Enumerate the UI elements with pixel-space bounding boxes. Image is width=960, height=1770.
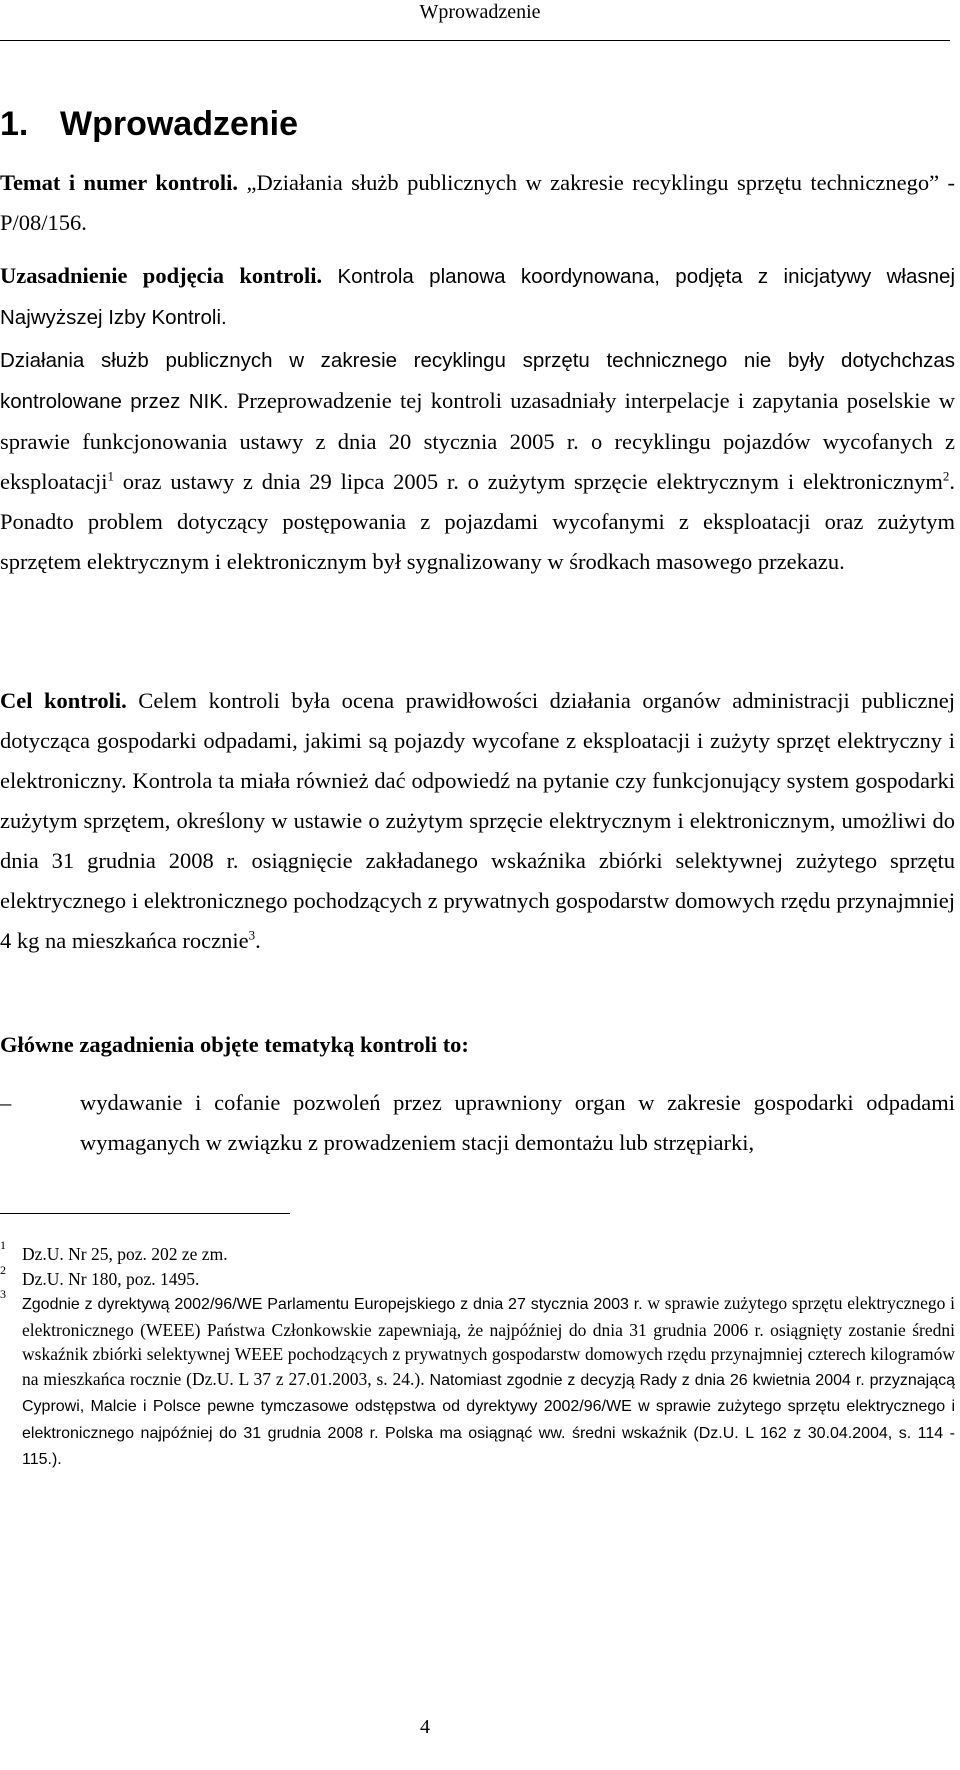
footnote-text-3c: Natomiast zgodnie z decyzją Rady z dnia 26 kwietnia 2004 r. przyznającą Cyprowi, Malcie i Polsce pewne tymczasowe odstępstwa od dyrektywy 2002/96/WE w sprawie zużytego sprzętu elektrycznego i elektronicznego najpóźniej do 31 grudnia 2008 r. Polska ma osiągnąć ww. średni wskaźnik (Dz.U. L 162 z 30.04.2004, s. 114 - 115.).: [22, 1371, 955, 1468]
justification-text: Kontrola planowa koordynowana, podjęta z inicjatywy własnej Najwyższej Izby Kontroli.: [0, 265, 955, 329]
footnote-separator: [0, 1213, 290, 1214]
topic-label: Temat i numer kontroli.: [0, 170, 239, 195]
paragraph-justification: [0, 256, 955, 338]
footnote-text-2: Dz.U. Nr 180, poz. 1495.: [22, 1268, 200, 1289]
background-text-2: Przeprowadzenie tej kontroli uzasadniały interpelacje i zapytania poselskie w sprawie funkcjonowania ustawy z dnia 20 stycznia 2005 r. o recyklingu pojazdów wycofanych z eksploatacji: [0, 388, 956, 494]
list-item-text: wydawanie i cofanie pozwoleń przez uprawniony organ w zakresie gospodarki odpadami wymaganych w związku z prowadzeniem stacji demontażu lub strzępiarki,: [80, 1090, 955, 1155]
justification-label: Uzasadnienie podjęcia kontroli.: [0, 263, 323, 288]
goal-text-end: .: [255, 928, 261, 953]
footnote-1: [0, 1238, 955, 1267]
footnote-text-1: Dz.U. Nr 25, poz. 202 ze zm.: [22, 1244, 228, 1264]
main-issues-heading: Główne zagadnienia objęte tematyką kontroli to:: [0, 1032, 469, 1057]
header-rule: [0, 40, 950, 41]
paragraph-main-issues: [0, 1025, 955, 1065]
footnote-ref-3[interactable]: 3: [248, 927, 256, 943]
footnote-2: [0, 1262, 955, 1292]
paragraph-topic: [0, 163, 955, 243]
paragraph-background: [0, 340, 955, 582]
background-text-3: oraz ustawy z dnia 29 lipca 2005 r. o zużytym sprzęcie elektrycznym i elektronicznym: [113, 469, 943, 494]
chapter-title: Wprowadzenie: [60, 105, 299, 143]
topic-text: „Działania służb publicznych w zakresie recyklingu sprzętu technicznego” - P/08/156.: [0, 170, 955, 235]
goal-label: Cel kontroli.: [0, 688, 127, 713]
footnote-mark-3: 3: [0, 1287, 6, 1301]
background-text-4: . Ponadto problem dotyczący postępowania z pojazdami wycofanymi z eksploatacji oraz zużytym sprzętem elektrycznym i elektronicznym był sygnalizowany w środkach masowego przekazu.: [0, 469, 955, 574]
footnote-ref-1[interactable]: 1: [107, 468, 114, 484]
paragraph-goal: [0, 681, 955, 961]
footnote-text-3b: w sprawie zużytego sprzętu elektrycznego i elektronicznego (WEEE) Państwa Członkowskie zapewniają, że najpóźniej do dnia 31 grudnia 2006 r. osiągnięty zostanie średni wskaźnik zbiórki selektywnej WEEE pochodzących z prywatnych gospodarstw domowych rzędu przynajmniej czterech kilogramów na mieszkańca rocznie (Dz.U. L 37 z 27.01.2003, s. 24.).: [22, 1293, 955, 1389]
footnote-text-3a: Zgodnie z dyrektywą 2002/96/WE Parlamentu Europejskiego z dnia 27 stycznia 2003 r.: [22, 1296, 643, 1313]
chapter-heading: [0, 104, 298, 144]
footnote-mark-1: 1: [0, 1238, 6, 1252]
footnote-mark-2: 2: [0, 1262, 6, 1277]
footnotes: [0, 1238, 955, 1473]
chapter-number: 1.: [0, 105, 29, 143]
running-header: Wprowadzenie: [419, 1, 541, 23]
background-text-1: Działania służb publicznych w zakresie recyklingu sprzętu technicznego nie były dotychchzas kontrolowane przez NIK.: [0, 349, 955, 413]
goal-text: Celem kontroli była ocena prawidłowości działania organów administracji publicznej dotycząca gospodarki odpadami, jakimi są pojazdy wycofane z eksploatacji i zużyty sprzęt elektryczny i elektroniczny. Kontrola ta miała również dać odpowiedź na pytanie czy funkcjonujący system gospodarki zużytym sprzętem, określony w ustawie o zużytym sprzęcie elektrycznym i elektronicznym, umożliwi do dnia 31 grudnia 2008 r. osiągnięcie zakładanego wskaźnika zbiórki selektywnej zużytego sprzętu elektrycznego i elektronicznego pochodzących z prywatnych gospodarstw domowych rzędu przynajmniej 4 kg na mieszkańca rocznie: [0, 688, 955, 953]
footnote-ref-2[interactable]: 2: [942, 468, 950, 484]
footnote-3: [0, 1287, 955, 1473]
list-dash: –: [0, 1090, 12, 1115]
page-number: 4: [420, 1716, 430, 1738]
